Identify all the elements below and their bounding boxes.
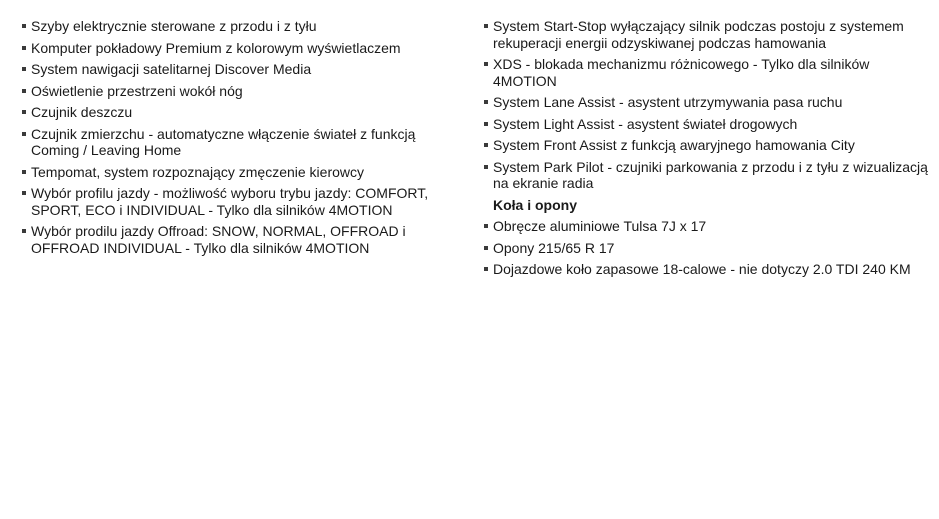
list-item-text: System Front Assist z funkcją awaryjnego hamowania City bbox=[493, 137, 855, 153]
list-item-text: Tempomat, system rozpoznający zmęczenie kierowcy bbox=[31, 163, 365, 180]
square-bullet-icon bbox=[22, 67, 26, 71]
list-item bbox=[22, 61, 452, 78]
square-bullet-icon bbox=[484, 224, 488, 228]
list-item bbox=[22, 40, 452, 57]
list-item bbox=[22, 164, 452, 181]
list-item-text: Czujnik zmierzchu - automatyczne włączenie świateł z funkcją Coming / Leaving Home bbox=[31, 125, 416, 158]
list-item-text: Wybór profilu jazdy - możliwość wyboru trybu jazdy: COMFORT, SPORT, ECO i INDIVIDUAL - Tylko dla silników 4MOTION bbox=[31, 185, 429, 218]
list-item-text: System nawigacji satelitarnej Discover Media bbox=[31, 61, 312, 77]
list-item bbox=[484, 18, 929, 51]
list-item-text: Wybór prodilu jazdy Offroad: SNOW, NORMAL, OFFROAD i OFFROAD INDIVIDUAL - Tylko dla silników 4MOTION bbox=[31, 223, 406, 256]
list-item-text: Oświetlenie przestrzeni wokół nóg bbox=[31, 82, 243, 99]
list-item-text: Komputer pokładowy Premium z kolorowym wyświetlaczem bbox=[31, 39, 401, 56]
list-item-text: Obręcze aluminiowe Tulsa 7J x 17 bbox=[493, 218, 707, 234]
left-column bbox=[22, 18, 452, 261]
wheels-spec-list bbox=[484, 218, 929, 278]
square-bullet-icon bbox=[484, 100, 488, 104]
right-spec-list bbox=[484, 18, 929, 192]
square-bullet-icon bbox=[22, 191, 26, 195]
square-bullet-icon bbox=[484, 62, 488, 66]
square-bullet-icon bbox=[484, 267, 488, 271]
square-bullet-icon bbox=[484, 24, 488, 28]
list-item bbox=[22, 223, 452, 256]
list-item bbox=[484, 116, 929, 133]
list-item-text: XDS - blokada mechanizmu różnicowego - Tylko dla silników 4MOTION bbox=[493, 56, 870, 89]
square-bullet-icon bbox=[22, 170, 26, 174]
list-item bbox=[484, 218, 929, 235]
list-item bbox=[22, 18, 452, 35]
list-item bbox=[22, 104, 452, 121]
square-bullet-icon bbox=[22, 24, 26, 28]
square-bullet-icon bbox=[22, 46, 26, 50]
list-item-text: Dojazdowe koło zapasowe 18-calowe - nie dotyczy 2.0 TDI 240 KM bbox=[493, 261, 911, 277]
square-bullet-icon bbox=[484, 122, 488, 126]
list-item-text: Opony 215/65 R 17 bbox=[493, 239, 615, 256]
square-bullet-icon bbox=[484, 246, 488, 250]
section-heading-wheels-tyres: Koła i opony bbox=[493, 196, 577, 213]
list-item bbox=[484, 56, 929, 89]
list-item bbox=[22, 83, 452, 100]
list-item bbox=[484, 137, 929, 154]
list-item-text: Szyby elektrycznie sterowane z przodu i z tyłu bbox=[31, 18, 317, 34]
list-item-text: System Light Assist - asystent świateł drogowych bbox=[493, 115, 798, 132]
square-bullet-icon bbox=[22, 89, 26, 93]
list-item bbox=[484, 94, 929, 111]
list-item bbox=[484, 240, 929, 257]
list-item-text: System Lane Assist - asystent utrzymywania pasa ruchu bbox=[493, 94, 843, 110]
square-bullet-icon bbox=[22, 110, 26, 114]
square-bullet-icon bbox=[22, 229, 26, 233]
list-item-text: System Park Pilot - czujniki parkowania z przodu i z tyłu z wizualizacją na ekranie radia bbox=[493, 158, 928, 191]
list-item-text: Czujnik deszczu bbox=[31, 104, 133, 120]
list-item bbox=[22, 185, 452, 218]
list-item bbox=[484, 261, 929, 278]
list-item bbox=[22, 126, 452, 159]
square-bullet-icon bbox=[484, 165, 488, 169]
left-spec-list bbox=[22, 18, 452, 256]
square-bullet-icon bbox=[22, 132, 26, 136]
list-item bbox=[484, 159, 929, 192]
right-column bbox=[484, 18, 929, 283]
square-bullet-icon bbox=[484, 143, 488, 147]
list-item-text: System Start-Stop wyłączający silnik podczas postoju z systemem rekuperacji energii odzyskiwanej podczas hamowania bbox=[493, 18, 904, 51]
